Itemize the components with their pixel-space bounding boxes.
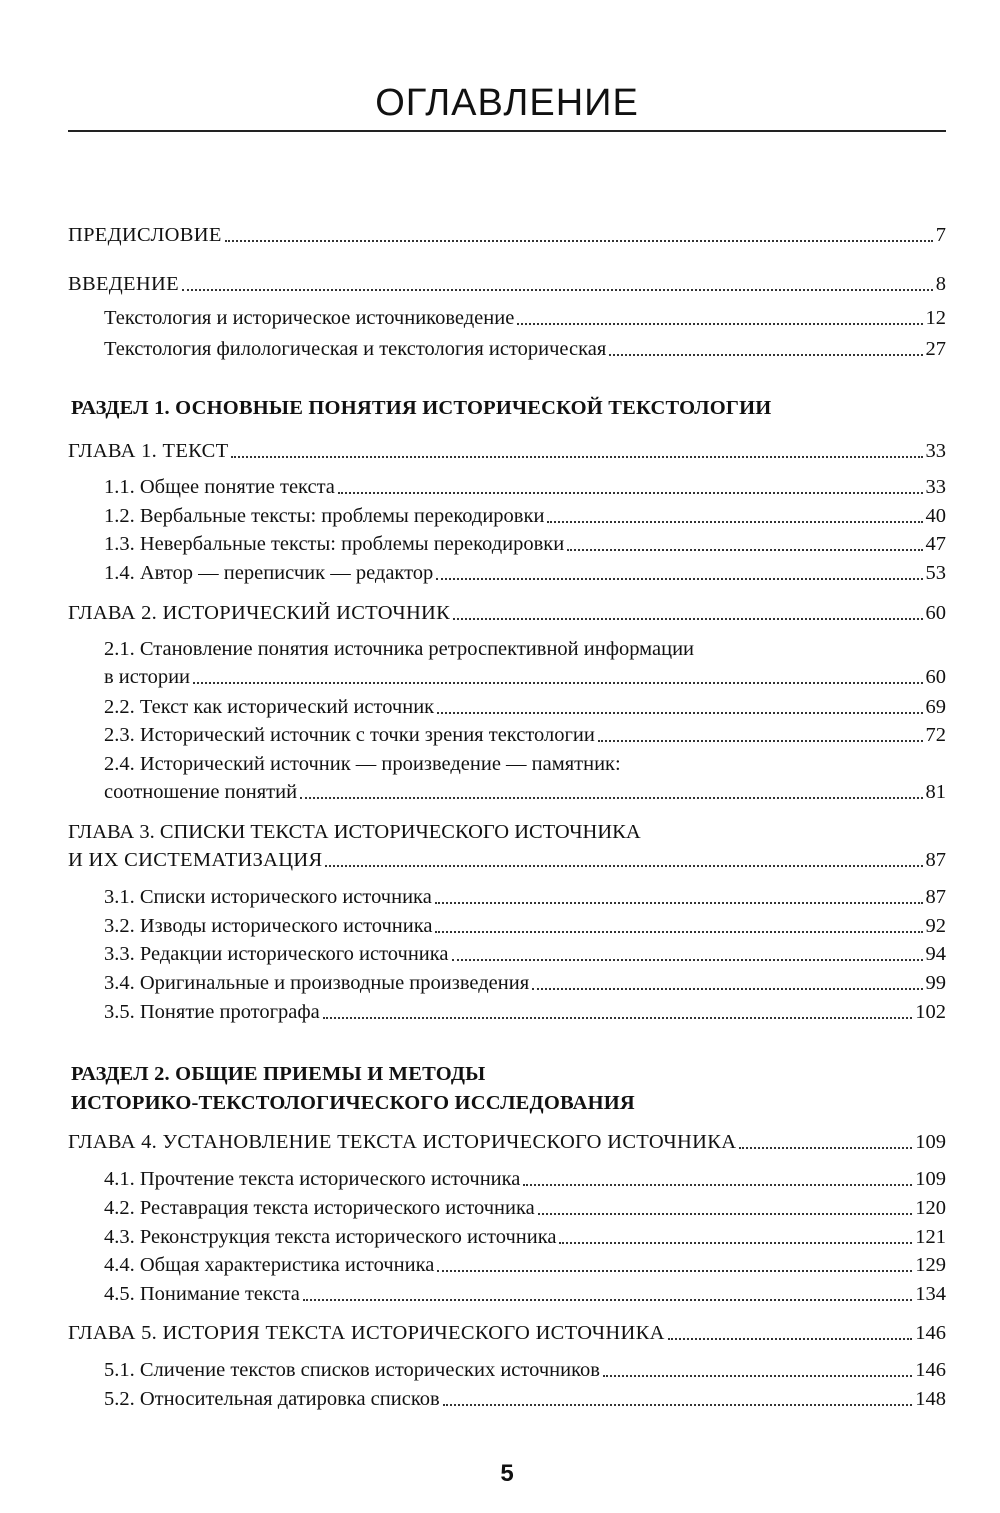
toc-page-number: 94 <box>925 943 946 965</box>
toc-label: 4.2. Реставрация текста исторического источника <box>104 1197 535 1219</box>
section-1-heading: РАЗДЕЛ 1. ОСНОВНЫЕ ПОНЯТИЯ ИСТОРИЧЕСКОЙ ТЕКСТОЛОГИИ <box>71 397 772 419</box>
dot-leader <box>300 797 922 799</box>
toc-entry-3-2[interactable] <box>104 913 946 939</box>
title-rule <box>68 130 946 132</box>
toc-label: 5.1. Сличение текстов списков исторических источников <box>104 1359 600 1381</box>
dot-leader <box>538 1213 912 1215</box>
dot-leader <box>436 578 922 580</box>
toc-entry-2-1-line1: 2.1. Становление понятия источника ретроспективной информации <box>104 638 695 660</box>
toc-page-number: 121 <box>915 1226 946 1248</box>
toc-page-number: 146 <box>915 1322 946 1344</box>
toc-page-number: 27 <box>925 338 946 360</box>
toc-page-number: 120 <box>915 1197 946 1219</box>
dot-leader <box>523 1184 912 1186</box>
dot-leader <box>452 959 923 961</box>
toc-entry-4-4[interactable] <box>104 1252 946 1278</box>
toc-entry-chapter-2[interactable] <box>68 600 946 626</box>
dot-leader <box>231 456 922 458</box>
dot-leader <box>517 323 922 325</box>
toc-label: И ИХ СИСТЕМАТИЗАЦИЯ <box>68 849 323 871</box>
toc-entry-4-3[interactable] <box>104 1224 946 1250</box>
dot-leader <box>609 354 922 356</box>
dot-leader <box>567 549 922 551</box>
toc-page-number: 92 <box>925 915 946 937</box>
page-number: 5 <box>500 1460 514 1487</box>
toc-label: 2.3. Исторический источник с точки зрения текстологии <box>104 724 595 746</box>
dot-leader <box>547 521 922 523</box>
toc-page-number: 72 <box>925 724 946 746</box>
toc-entry-3-1[interactable] <box>104 884 946 910</box>
toc-label: ГЛАВА 4. УСТАНОВЛЕНИЕ ТЕКСТА ИСТОРИЧЕСКОГО ИСТОЧНИКА <box>68 1131 737 1153</box>
dot-leader <box>443 1404 913 1406</box>
toc-entry-chapter-3[interactable] <box>68 847 946 873</box>
toc-label: ПРЕДИСЛОВИЕ <box>68 224 222 246</box>
toc-label: 1.4. Автор — переписчик — редактор <box>104 562 434 584</box>
toc-entry-intro-2[interactable] <box>104 336 946 362</box>
toc-entry-2-4-line1: 2.4. Исторический источник — произведение — памятник: <box>104 753 621 775</box>
toc-page <box>68 0 946 1513</box>
toc-page-number: 99 <box>925 972 946 994</box>
toc-label: 3.3. Редакции исторического источника <box>104 943 449 965</box>
toc-page-number: 33 <box>925 476 946 498</box>
toc-label: 1.2. Вербальные тексты: проблемы перекодировки <box>104 505 545 527</box>
toc-entry-chapter-1[interactable] <box>68 438 946 464</box>
toc-label: 3.1. Списки исторического источника <box>104 886 432 908</box>
toc-page-number: 60 <box>925 602 946 624</box>
toc-page-number: 146 <box>915 1359 946 1381</box>
toc-label: 5.2. Относительная датировка списков <box>104 1388 440 1410</box>
toc-page-number: 148 <box>915 1388 946 1410</box>
toc-page-number: 87 <box>925 849 946 871</box>
dot-leader <box>532 988 922 990</box>
toc-label: 2.2. Текст как исторический источник <box>104 696 435 718</box>
dot-leader <box>603 1375 912 1377</box>
toc-label: в истории <box>104 666 191 688</box>
toc-entry-1-1[interactable] <box>104 474 946 500</box>
page-title: ОГЛАВЛЕНИЕ <box>375 82 639 124</box>
toc-label: ГЛАВА 2. ИСТОРИЧЕСКИЙ ИСТОЧНИК <box>68 602 451 624</box>
toc-entry-2-3[interactable] <box>104 722 946 748</box>
toc-entry-preface[interactable] <box>68 222 946 248</box>
dot-leader <box>303 1299 912 1301</box>
dot-leader <box>559 1242 912 1244</box>
toc-entry-2-1[interactable] <box>104 664 946 690</box>
section-2-heading-line2: ИСТОРИКО-ТЕКСТОЛОГИЧЕСКОГО ИССЛЕДОВАНИЯ <box>71 1092 635 1114</box>
toc-entry-4-1[interactable] <box>104 1166 946 1192</box>
toc-page-number: 47 <box>925 533 946 555</box>
toc-label: 3.5. Понятие протографа <box>104 1001 320 1023</box>
toc-page-number: 69 <box>925 696 946 718</box>
toc-entry-1-3[interactable] <box>104 531 946 557</box>
toc-label: ГЛАВА 5. ИСТОРИЯ ТЕКСТА ИСТОРИЧЕСКОГО ИСТОЧНИКА <box>68 1322 665 1344</box>
toc-page-number: 109 <box>915 1131 946 1153</box>
toc-entry-4-2[interactable] <box>104 1195 946 1221</box>
dot-leader <box>739 1147 912 1149</box>
toc-entry-4-5[interactable] <box>104 1281 946 1307</box>
dot-leader <box>435 902 923 904</box>
toc-entry-2-4[interactable] <box>104 779 946 805</box>
toc-page-number: 60 <box>925 666 946 688</box>
toc-page-number: 81 <box>925 781 946 803</box>
toc-label: 1.3. Невербальные тексты: проблемы перекодировки <box>104 533 565 555</box>
section-2-heading-line1: РАЗДЕЛ 2. ОБЩИЕ ПРИЕМЫ И МЕТОДЫ <box>71 1063 486 1085</box>
toc-label: Текстология филологическая и текстология историческая <box>104 338 607 360</box>
toc-page-number: 53 <box>925 562 946 584</box>
dot-leader <box>182 289 933 291</box>
dot-leader <box>598 740 923 742</box>
dot-leader <box>225 240 933 242</box>
toc-label: Текстология и историческое источниковедение <box>104 307 515 329</box>
toc-page-number: 33 <box>925 440 946 462</box>
dot-leader <box>323 1017 912 1019</box>
toc-label: соотношение понятий <box>104 781 298 803</box>
toc-entry-3-5[interactable] <box>104 999 946 1025</box>
toc-page-number: 7 <box>935 224 946 246</box>
toc-label: ВВЕДЕНИЕ <box>68 273 179 295</box>
toc-entry-chapter-5[interactable] <box>68 1320 946 1346</box>
dot-leader <box>435 931 922 933</box>
toc-page-number: 8 <box>935 273 946 295</box>
toc-entry-intro-1[interactable] <box>104 305 946 331</box>
toc-label: 4.3. Реконструкция текста исторического источника <box>104 1226 557 1248</box>
toc-label: 3.2. Изводы исторического источника <box>104 915 433 937</box>
toc-label: 4.1. Прочтение текста исторического источника <box>104 1168 521 1190</box>
toc-entry-5-1[interactable] <box>104 1357 946 1383</box>
toc-label: ГЛАВА 1. ТЕКСТ <box>68 440 229 462</box>
toc-page-number: 129 <box>915 1254 946 1276</box>
toc-entry-1-2[interactable] <box>104 503 946 529</box>
dot-leader <box>325 865 922 867</box>
toc-entry-chapter-4[interactable] <box>68 1129 946 1155</box>
toc-page-number: 109 <box>915 1168 946 1190</box>
toc-label: 4.4. Общая характеристика источника <box>104 1254 435 1276</box>
dot-leader <box>437 712 922 714</box>
toc-page-number: 134 <box>915 1283 946 1305</box>
toc-entry-1-4[interactable] <box>104 560 946 586</box>
dot-leader <box>453 618 922 620</box>
dot-leader <box>338 492 923 494</box>
dot-leader <box>668 1338 913 1340</box>
dot-leader <box>193 682 922 684</box>
toc-label: 3.4. Оригинальные и производные произведения <box>104 972 530 994</box>
toc-entry-3-3[interactable] <box>104 941 946 967</box>
toc-entry-2-2[interactable] <box>104 694 946 720</box>
toc-entry-3-4[interactable] <box>104 970 946 996</box>
toc-page-number: 102 <box>915 1001 946 1023</box>
toc-page-number: 87 <box>925 886 946 908</box>
toc-entry-intro[interactable] <box>68 271 946 297</box>
toc-page-number: 12 <box>925 307 946 329</box>
toc-label: 4.5. Понимание текста <box>104 1283 300 1305</box>
toc-entry-chapter-3-line1: ГЛАВА 3. СПИСКИ ТЕКСТА ИСТОРИЧЕСКОГО ИСТОЧНИКА <box>68 821 641 843</box>
toc-page-number: 40 <box>925 505 946 527</box>
toc-label: 1.1. Общее понятие текста <box>104 476 335 498</box>
dot-leader <box>437 1270 912 1272</box>
toc-entry-5-2[interactable] <box>104 1386 946 1412</box>
